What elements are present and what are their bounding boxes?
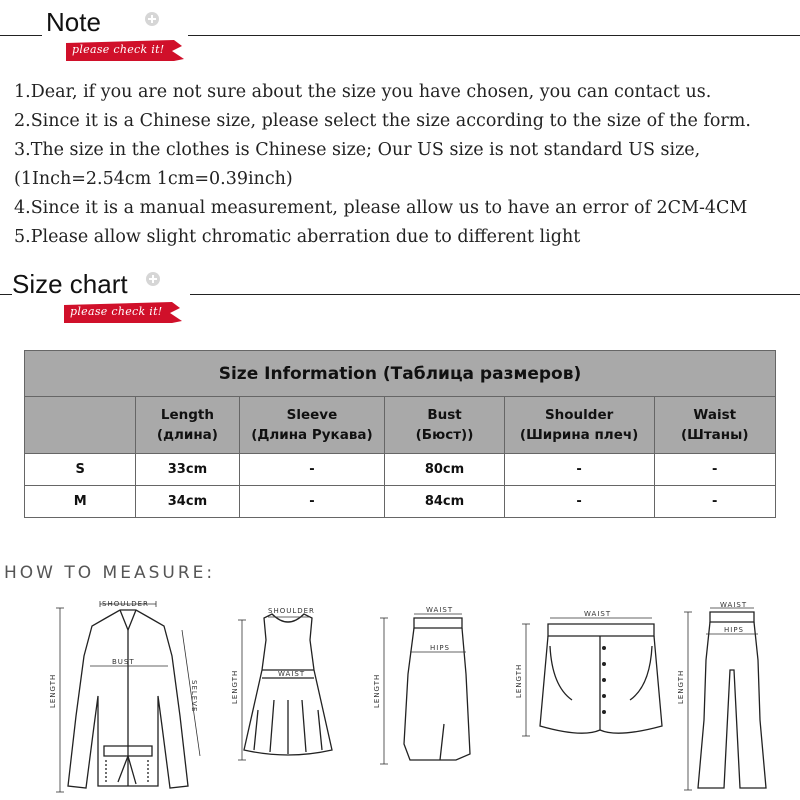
header-ru: (Бюст)) (415, 427, 474, 443)
cell-shoulder: - (504, 486, 654, 518)
header-en: Bust (427, 407, 462, 423)
note-line: 5.Please allow slight chromatic aberration due to different light (14, 227, 581, 247)
note-divider (188, 35, 800, 36)
header-sleeve (239, 397, 385, 454)
header-shoulder (504, 397, 654, 454)
size-divider-left (0, 294, 12, 295)
header-en: Waist (693, 407, 737, 423)
note-ribbon (66, 40, 186, 60)
note-line: 3.The size in the clothes is Chinese size; Our US size is not standard US size, (14, 140, 701, 160)
note-divider-left (0, 35, 42, 36)
table-title-row (25, 351, 776, 397)
dress-sketch (228, 600, 344, 796)
skirt-sketch (374, 604, 482, 796)
skirt-waist-label: WAIST (426, 606, 454, 614)
shorts-waist-label: WAIST (584, 610, 612, 618)
dress-waist-label: WAIST (278, 670, 306, 678)
cell-waist: - (654, 486, 776, 518)
cell-length: 33cm (136, 454, 239, 486)
pants-sketch (676, 600, 786, 796)
header-ru: (Длина Рукава) (251, 427, 373, 443)
header-en: Length (160, 407, 214, 423)
cell-length: 34cm (136, 486, 239, 518)
note-line: 1.Dear, if you are not sure about the size you have chosen, you can contact us. (14, 82, 712, 102)
size-ribbon (64, 302, 184, 322)
pants-hips-label: HIPS (724, 626, 744, 634)
note-line: 2.Since it is a Chinese size, please select the size according to the size of the form. (14, 111, 751, 131)
cell-bust: 84cm (385, 486, 504, 518)
header-ru: (длина) (156, 427, 218, 443)
notes-list (14, 78, 794, 252)
jacket-sketch (44, 596, 212, 796)
plus-icon (145, 12, 159, 26)
note-line: 4.Since it is a manual measurement, please allow us to have an error of 2CM-4CM (14, 198, 748, 218)
size-ribbon-text: please check it! (70, 305, 163, 318)
shorts-length-label: LENGTH (515, 663, 523, 698)
header-waist (654, 397, 776, 454)
row-size: M (25, 486, 136, 518)
dress-shoulder-label: SHOULDER (268, 607, 315, 615)
cell-shoulder: - (504, 454, 654, 486)
cell-waist: - (654, 454, 776, 486)
dress-length-label: LENGTH (231, 669, 239, 704)
skirt-hips-label: HIPS (430, 644, 450, 652)
cell-sleeve: - (239, 454, 385, 486)
jacket-length-label: LENGTH (49, 673, 57, 708)
note-ribbon-text: please check it! (72, 43, 165, 56)
cell-bust: 80cm (385, 454, 504, 486)
jacket-bust-label: BUST (112, 658, 135, 666)
how-to-measure-title: HOW TO MEASURE: (4, 563, 216, 583)
jacket-shoulder-label: SHOULDER (102, 600, 149, 608)
note-title: Note (46, 7, 101, 37)
size-table (24, 350, 776, 518)
size-divider (190, 294, 800, 295)
header-size (25, 397, 136, 454)
header-bust (385, 397, 504, 454)
table-row (25, 486, 776, 518)
size-chart-title: Size chart (12, 269, 128, 299)
table-header-row (25, 397, 776, 454)
jacket-sleeve-label: SELEVE (190, 680, 198, 713)
plus-icon (146, 272, 160, 286)
header-ru: (Штаны) (681, 427, 749, 443)
note-line: (1Inch=2.54cm 1cm=0.39inch) (14, 169, 293, 189)
header-en: Sleeve (286, 407, 338, 423)
pants-length-label: LENGTH (677, 669, 685, 704)
table-title: Size Information (Таблица размеров) (25, 351, 776, 397)
skirt-length-label: LENGTH (373, 673, 381, 708)
cell-sleeve: - (239, 486, 385, 518)
row-size: S (25, 454, 136, 486)
header-en: Shoulder (544, 407, 614, 423)
header-ru: (Ширина плеч) (519, 427, 639, 443)
shorts-sketch (512, 606, 672, 756)
header-length (136, 397, 239, 454)
table-row (25, 454, 776, 486)
pants-waist-label: WAIST (720, 601, 748, 609)
